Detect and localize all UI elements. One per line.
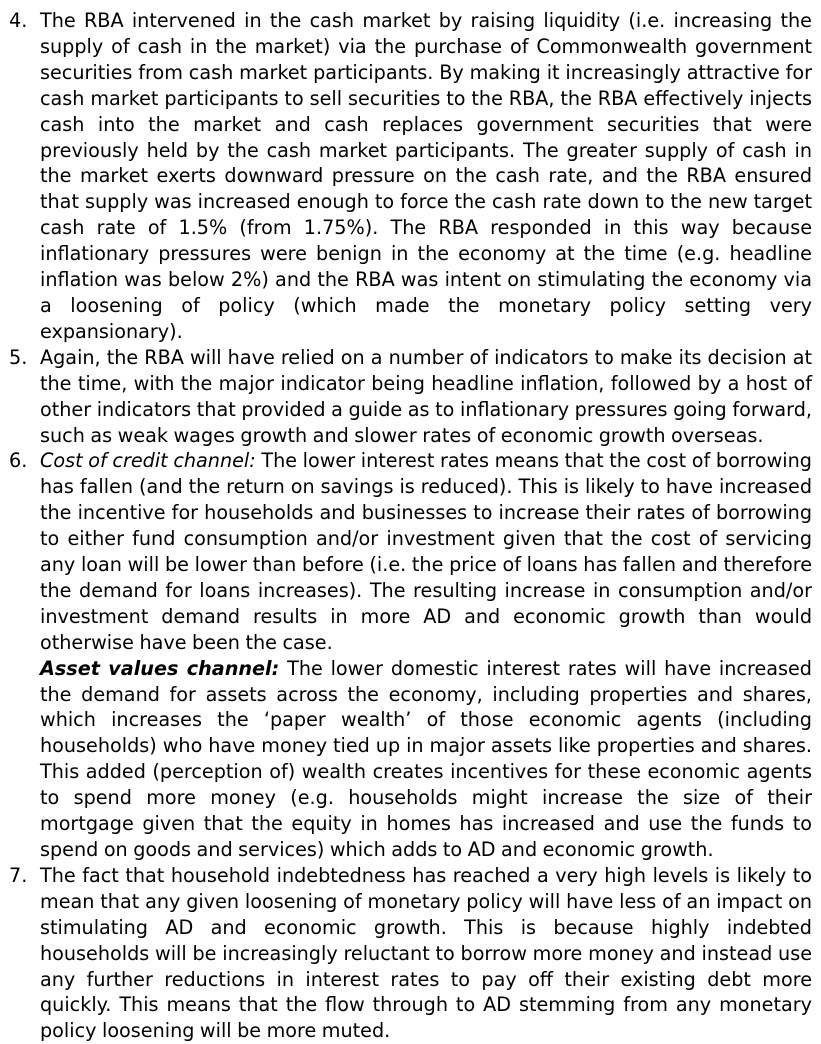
asset-values-text: The lower domestic interest rates will have increased the demand for assets across the economy, including properties and shares, which increases the ‘paper wealth’ of those economic agents (including households) who have money tied up in major assets like properties and shares. This added (perception of) wealth creates incentives for these economic agents to spend more money (e.g. households might increase the size of their mortgage given that the equity in homes has increased and use the funds to spend on goods and services) which adds to AD and economic growth. xyxy=(40,656,812,861)
list-item-6 xyxy=(0,448,821,863)
item-text: The fact that household indebtedness has reached a very high levels is likely to mean that any given loosening of monetary policy will have less of an impact on stimulating AD and economic growth. This is because highly indebted households will be increasingly reluctant to borrow more money and instead use any further reductions in interest rates to pay off their existing debt more quickly. This means that the flow through to AD stemming from any monetary policy loosening will be more muted. xyxy=(40,863,812,1043)
cost-of-credit-text: The lower interest rates means that the cost of borrowing has fallen (and the return on savings is reduced). This is likely to have increased the incentive for households and businesses to increase their rates of borrowing to either fund consumption and/or investment given that the cost of servicing any loan will be lower than before (i.e. the price of loans has fallen and therefore the demand for loans increases). The resulting increase in consumption and/or investment demand results in more AD and economic growth than would otherwise have been the case. xyxy=(40,449,812,654)
item-number: 4. xyxy=(9,9,28,32)
cost-of-credit-label: Cost of credit channel: xyxy=(40,449,256,473)
list-item-4 xyxy=(0,8,821,345)
asset-values-paragraph xyxy=(40,656,812,863)
cost-of-credit-paragraph xyxy=(40,448,812,655)
asset-values-label: Asset values channel: xyxy=(40,656,280,680)
item-number: 6. xyxy=(9,449,28,473)
item-text: Again, the RBA will have relied on a number of indicators to make its decision at the time, with the major indicator being headline inflation, followed by a host of other indicators that provided a guide as to inflationary pressures going forward, such as weak wages growth and slower rates of economic growth overseas. xyxy=(40,345,812,447)
list-item-7 xyxy=(0,863,821,1044)
item-number: 5. xyxy=(9,345,28,369)
item-text: The RBA intervened in the cash market by raising liquidity (i.e. increasing the supply of cash in the market) via the purchase of Commonwealth government securities from cash market participants. By making it increasingly attractive for cash market participants to sell securities to the RBA, the RBA effectively injects cash into the market and cash replaces government securities that were previously held by the cash market participants. The greater supply of cash in the market exerts downward pressure on the cash rate, and the RBA ensured that supply was increased enough to force the cash rate down to the new target cash rate of 1.5% (from 1.75%). The RBA responded in this way because inflationary pressures were benign in the economy at the time (e.g. headline inflation was below 2%) and the RBA was intent on stimulating the economy via a loosening of policy (which made the monetary policy setting very expansionary). xyxy=(40,9,812,343)
item-number: 7. xyxy=(9,863,28,887)
list-item-5 xyxy=(0,345,821,449)
document-page xyxy=(0,8,821,1044)
